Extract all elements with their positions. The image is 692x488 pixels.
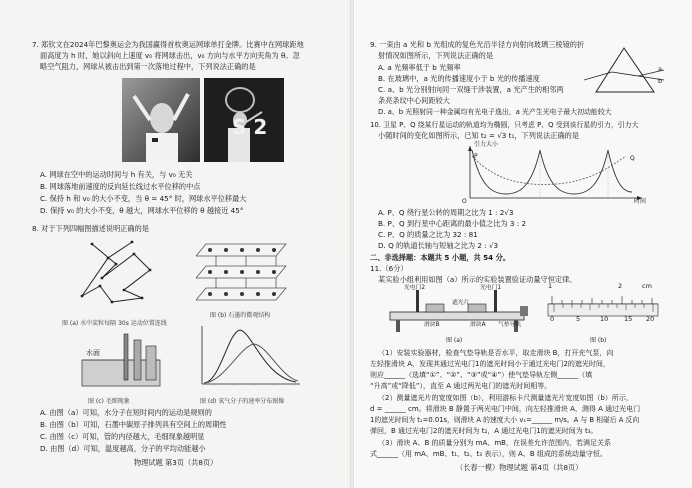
q9-label-b: b (658, 77, 663, 85)
caliper-vernier-15: 15 (624, 315, 633, 323)
q7-option-c: C. 保持 h 和 v₀ 的大小不变，当 θ = 45° 时，网球水平位移最大 (40, 194, 247, 203)
q8-option-c: C. 由图（c）可知，管的内径越大，毛细现象越明显 (40, 432, 205, 441)
q11-para-9: （3）滑块 A、B 的质量分别为 mA、mB，在误差允许范围内，若满足关系 (378, 439, 611, 447)
q10-graph-xlabel: 时间 (634, 198, 647, 205)
q10-stem-line2: 小随时间的变化如图所示，已知 t₂ = √3 t₁，下列说法正确的是 (378, 131, 580, 140)
q11-label-gate1: 光电门1 (480, 285, 502, 291)
q10-graph-origin: O (462, 198, 467, 205)
q10-option-c: C. P、Q 的质量之比为 32 : 81 (378, 230, 478, 239)
q8-caption-b: 图 (b) 石墨的微观结构 (210, 312, 271, 319)
q8-stem: 8. 对于下列四幅图描述说明正确的是 (32, 224, 149, 233)
q11-heading: 11.（6分） (370, 264, 408, 273)
q11-label-air-track: 气垫导轨 (498, 322, 522, 328)
q10-option-a: A. P、Q 绕行星公转的周期之比为 1 : 2√3 (378, 208, 514, 217)
q8-fig-c (76, 330, 166, 388)
q10-stem-line1: 10. 卫星 P、Q 绕某行星运动的轨道均为椭圆，只考虑 P、Q 受到该行星的引力，引力大 (370, 121, 639, 129)
q8-option-a: A. 由图（a）可知，水分子在短时间内的运动是规则的 (40, 408, 212, 417)
q11-para-7: 1的遮光时间为 t₁=0.01s，则滑块 A 的速度大小 v₁=______ m/s。A 与 B 相碰后 A 反向 (370, 416, 640, 424)
q11-caliper (542, 290, 664, 330)
q10-graph-ylabel: 引力大小 (474, 141, 499, 148)
caliper-vernier-5: 5 (576, 315, 581, 323)
q8-option-b: B. 由图（b）可知，石墨中碳原子排列具有空间上的周期性 (40, 420, 227, 429)
q9-option-d: D. a、b 光照射同一种金属均有光电子逸出，a 光产生光电子最大初动能较大 (378, 108, 612, 116)
q8-fig-a (72, 234, 172, 310)
section2-title: 二、非选择题：本题共 5 小题，共 54 分。 (370, 253, 511, 262)
q11-para-8: 弹回，B 通过光电门2的遮光时间为 t₂，A 通过光电门1的遮光时间为 t₃。 (370, 427, 598, 435)
q8-option-d: D. 由图（d）可知，温度越高，分子的平均动能越小 (40, 444, 206, 453)
caliper-main-1: 1 (548, 282, 553, 290)
q10-graph-label-p: P (474, 153, 478, 160)
q11-para-10: 式______（用 mA、mB、t₁、t₂、t₃ 表示），则 A、B 组成的系统动量守恒。 (370, 450, 607, 458)
caliper-vernier-10: 10 (600, 315, 609, 323)
q11-label-shade: 遮光片 (452, 300, 470, 306)
q10-option-b: B. P、Q 到行星中心距离的最小值之比为 3 : 2 (378, 219, 527, 228)
q10-option-d: D. Q 的轨道长轴与短轴之比为 2 : √3 (378, 241, 499, 250)
q9-stem-line2: 射情况如图所示，下列说法正确的是 (378, 51, 494, 60)
q11-para-1: （1）安装实验器材，检查气垫导轨是否水平，取走滑块 B，打开充气泵，向 (378, 349, 614, 357)
q11-para-3: 则应______（选填“①”、“②”、“③”或“④”）使气垫导轨左侧______（填 (370, 371, 593, 379)
caliper-main-2: 2 (618, 282, 623, 290)
caliper-vernier-20: 20 (646, 315, 655, 323)
q11-para-5: （2）测量遮光片的宽度如图（b），利用游标卡尺测量遮光片宽度如图（b）所示， (378, 394, 633, 402)
q7-option-b: B. 网球落地前速度的反向延长线过水平位移的中点 (40, 182, 201, 191)
q8-caption-c: 图 (c) 毛细现象 (88, 398, 130, 405)
q8-caption-d: 图 (d) 氧气分子的速率分布图像 (200, 398, 285, 405)
q11-label-slider-b: 滑块B (424, 322, 440, 328)
q7-stem-line1: 7. 郑钦文在2024年巴黎奥运会为我国赢得首枚奥运网球单打金牌。比赛中在网球距地 (32, 40, 304, 49)
q8-fig-b (196, 232, 296, 306)
page-fold (350, 0, 354, 488)
q9-option-a: A. a 光频率低于 b 光频率 (378, 63, 461, 72)
q10-force-graph (456, 142, 656, 208)
q8-caption-a: 图 (a) 水中炭粒每隔 30s 运动位置连线 (62, 320, 167, 327)
q11-fig-b-caption: 图 (b) (590, 337, 607, 344)
q9-option-c: C. a、b 光分别射向同一双缝干涉装置，a 光产生的相邻两 (378, 85, 564, 94)
q7-stem-line2: 面高度为 h 时，她以斜向上速度 v₀ 将网球击出，v₀ 方向与水平方向夹角为 θ。忽 (40, 51, 300, 60)
q9-prism-diagram (584, 46, 666, 96)
q8-water-label: 水面 (86, 349, 100, 357)
q11-para-4: “升高”或“降低”），直至 A 通过两光电门的遮光时间相等。 (370, 382, 552, 390)
q9-option-b: B. 在玻璃中，a 光的传播速度小于 b 光的传播速度 (378, 74, 540, 83)
footer-right: （长春一模）物理试题 第4页（共8页） (456, 463, 583, 472)
q7-photo-text: S 2 (232, 115, 268, 139)
q9-label-a: a (658, 65, 662, 73)
q11-para-6: d = ______ cm。将滑块 B 静置于两光电门中间，向左轻推滑块 A，测得 A 通过光电门 (370, 405, 641, 413)
q10-graph-label-q: Q (630, 155, 635, 162)
q8-fig-d (194, 322, 304, 392)
q7-option-d: D. 保持 v₀ 的大小不变，θ 越大，网球水平位移的 θ 越接近 45° (40, 206, 244, 215)
q7-option-a: A. 网球在空中的运动时间与 h 有关，与 v₀ 无关 (40, 170, 193, 179)
q11-para-2: 左轻推滑块 A，发现其通过光电门1的遮光时间小于通过光电门2的遮光时间， (370, 360, 610, 368)
q9-option-c-cont: 条亮条纹中心间距较大 (378, 96, 450, 105)
q11-label-slider-a: 滑块A (470, 322, 486, 328)
footer-left: 物理试题 第3页（共8页） (134, 458, 218, 467)
q11-fig-a-caption: 图 (a) (446, 337, 463, 344)
q11-label-gate2: 光电门2 (404, 285, 426, 291)
q11-intro: 某实验小组利用如图（a）所示的实验装置验证动量守恒定律。 (378, 275, 577, 284)
q9-stem-line1: 9. 一束由 a 光和 b 光组成的复色光沿半径方向射向玻璃三棱镜的折 (370, 40, 585, 49)
caliper-unit: cm (642, 282, 652, 290)
q7-stem-line3: 略空气阻力，网球从被击出到第一次落地过程中，下列说法正确的是 (40, 62, 256, 71)
caliper-vernier-0: 0 (550, 315, 555, 323)
